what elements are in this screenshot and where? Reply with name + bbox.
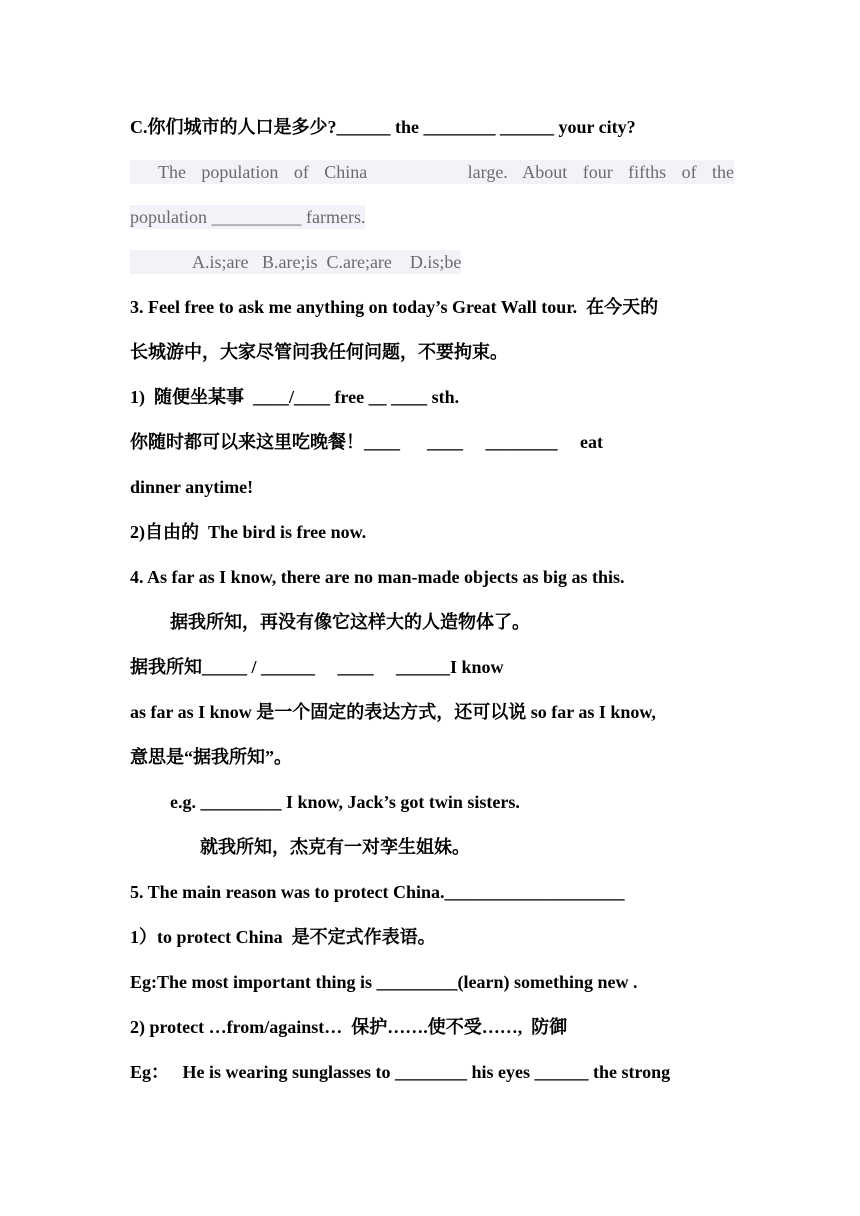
question-c-line: C.你们城市的人口是多少?______ the ________ ______ your city? bbox=[130, 117, 636, 137]
section-3-translation: 长城游中，大家尽管问我任何问题，不要拘束。 bbox=[130, 342, 508, 362]
section-5-example-2: Eg： He is wearing sunglasses to ________ his eyes ______ the strong bbox=[130, 1062, 671, 1082]
section-4-blank-line: 据我所知_____ / ______ ____ ______I know bbox=[130, 657, 504, 677]
section-4-note: as far as I know 是一个固定的表达方式，还可以说 so far as I know, bbox=[130, 702, 656, 722]
usage-1-line: 1) 随便坐某事 ____/____ free __ ____ sth. bbox=[130, 387, 460, 407]
exercise-sentence-2: population __________ farmers. bbox=[130, 207, 366, 227]
section-5-point-1: 1）to protect China 是不定式作表语。 bbox=[130, 927, 436, 947]
usage-1-example-cont: dinner anytime! bbox=[130, 477, 254, 497]
exercise-options: A.is;are B.are;is C.are;are D.is;be bbox=[130, 250, 461, 274]
section-5-heading: 5. The main reason was to protect China.____________________ bbox=[130, 882, 625, 902]
section-4-example: e.g. _________ I know, Jack’s got twin sisters. bbox=[170, 792, 520, 812]
section-4-translation: 据我所知，再没有像它这样大的人造物体了。 bbox=[170, 612, 530, 632]
section-4-example-translation: 就我所知，杰克有一对孪生姐妹。 bbox=[200, 837, 470, 857]
section-5-example-1: Eg:The most important thing is _________(learn) something new . bbox=[130, 972, 638, 992]
exercise-sentence-1: The population of China large. About four fifths of the bbox=[130, 160, 734, 184]
usage-2-line: 2)自由的 The bird is free now. bbox=[130, 522, 367, 542]
section-4-heading: 4. As far as I know, there are no man-made objects as big as this. bbox=[130, 567, 625, 587]
usage-1-example: 你随时都可以来这里吃晚餐！____ ____ ________ eat bbox=[130, 432, 603, 452]
section-4-note-cont: 意思是“据我所知”。 bbox=[130, 747, 292, 767]
section-5-point-2: 2) protect …from/against… 保护…….使不受……, 防御 bbox=[130, 1017, 568, 1037]
section-3-heading: 3. Feel free to ask me anything on today’s Great Wall tour. 在今天的 bbox=[130, 297, 659, 317]
